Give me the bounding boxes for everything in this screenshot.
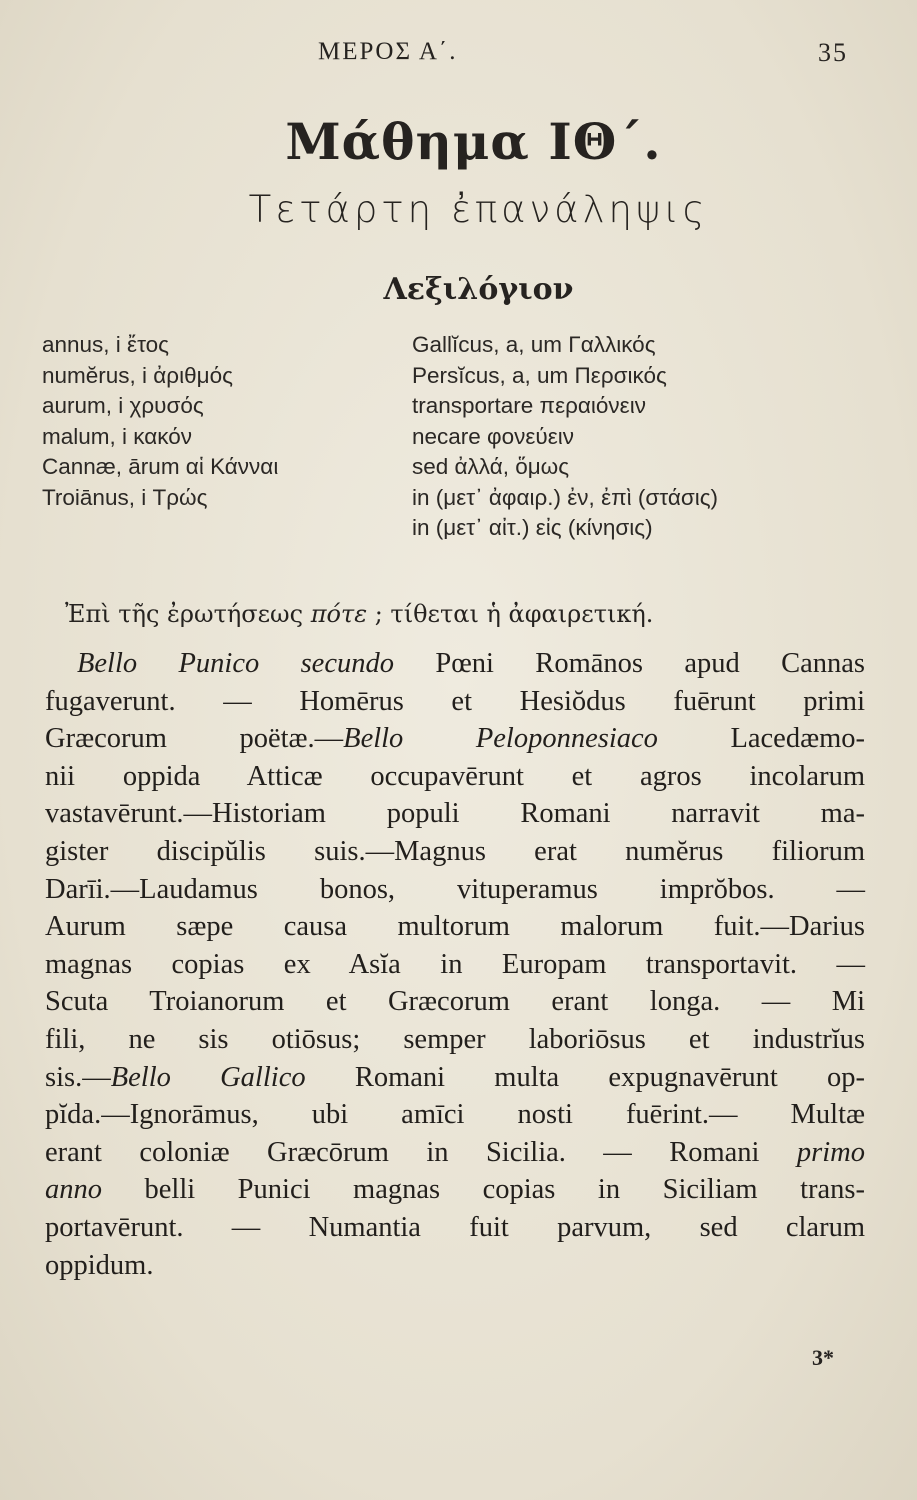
running-head xyxy=(0,38,917,78)
vocab-entry: sed ἀλλά, ὅμως xyxy=(412,454,570,479)
italic-phrase: Bello Punico secundo xyxy=(77,648,394,679)
grammar-note-text: ; τίθεται ἡ ἀφαιρετική. xyxy=(367,600,654,628)
text-segment: Pœni Romānos apud Cannas xyxy=(393,648,865,679)
vocab-entry: numĕrus, i ἀριθμός xyxy=(42,362,233,388)
text-line xyxy=(45,720,865,758)
text-line xyxy=(45,1171,865,1209)
text-line: nii oppida Atticæ occupavērunt et agros incolarum xyxy=(45,760,865,792)
grammar-note-keyword: πότε xyxy=(310,600,368,628)
text-line xyxy=(45,645,865,683)
text-line xyxy=(45,1059,865,1097)
vocabulary-right-column xyxy=(412,330,882,544)
text-segment: belli Punici magnas copias in Siciliam trans- xyxy=(102,1174,865,1206)
text-segment: sis.— xyxy=(45,1061,111,1093)
exercise-text xyxy=(45,645,865,1284)
text-line: Darīi.—Laudamus bonos, vituperamus imprŏbos. — xyxy=(45,873,865,905)
vocabulary-left-column xyxy=(42,330,382,513)
lesson-subtitle: Τετάρτη ἐπανάληψις xyxy=(248,188,709,231)
vocab-entry: transportare περαιόνειν xyxy=(412,393,646,418)
text-line: portavērunt. — Numantia fuit parvum, sed clarum xyxy=(45,1211,865,1243)
vocab-entry: necare φονεύειν xyxy=(412,423,575,449)
text-line: pĭda.—Ignorāmus, ubi amīci nosti fuērint.— Multæ xyxy=(45,1099,865,1131)
vocab-entry: Persĭcus, a, um Περσικός xyxy=(412,362,667,388)
vocabulary-heading: Λεξιλόγιον xyxy=(383,272,574,307)
vocab-entry: Troiānus, i Τρώς xyxy=(42,484,208,510)
text-line: fugaverunt. — Homērus et Hesiŏdus fuērunt primi xyxy=(45,685,865,717)
text-line: gister discipŭlis suis.—Magnus erat numĕrus filiorum xyxy=(45,835,865,867)
signature-mark: 3* xyxy=(812,1345,834,1370)
italic-phrase: anno xyxy=(45,1174,102,1206)
italic-phrase: Bello Gallico xyxy=(110,1061,306,1093)
text-line: fili, ne sis otiōsus; semper laboriōsus et industrĭus xyxy=(45,1023,865,1055)
text-line: Scuta Troianorum et Græcorum erant longa. — Mi xyxy=(45,986,865,1018)
vocab-entry: in (μετ᾽ αἰτ.) εἰς (κίνησις) xyxy=(412,515,653,540)
vocab-entry: annus, i ἔτος xyxy=(42,332,170,357)
page-number: 35 xyxy=(818,38,848,67)
text-segment: Lacedæmo- xyxy=(657,723,865,755)
text-segment: erant coloniæ Græcōrum in Sicilia. — Romani xyxy=(45,1136,797,1168)
lesson-title: Μάθημα ΙΘ΄. xyxy=(285,112,662,171)
grammar-note-text: Ἐπὶ τῆς ἐρωτήσεως xyxy=(65,600,311,628)
text-line: vastavērunt.—Historiam populi Romani narravit ma- xyxy=(45,798,865,830)
italic-phrase: Bello Peloponnesiaco xyxy=(343,723,658,755)
text-line xyxy=(45,1134,865,1172)
grammar-note xyxy=(65,600,885,628)
vocab-entry: Gallĭcus, a, um Γαλλικός xyxy=(412,332,656,357)
vocab-entry: in (μετ᾽ ἀφαιρ.) ἐν, ἐπὶ (στάσις) xyxy=(412,484,719,510)
text-line: magnas copias ex Asĭa in Europam transportavit. — xyxy=(45,948,865,980)
vocab-entry: Cannæ, ārum αἱ Κάνναι xyxy=(42,454,279,479)
vocab-entry: aurum, i χρυσός xyxy=(42,393,204,418)
text-line: Aurum sæpe causa multorum malorum fuit.—Darius xyxy=(45,911,865,943)
text-segment: Romani multa expugnavērunt op- xyxy=(305,1061,865,1093)
text-segment: Græcorum poëtæ.— xyxy=(45,723,344,755)
vocab-entry: malum, i κακόν xyxy=(42,423,192,449)
italic-phrase: primo xyxy=(796,1136,865,1168)
running-title: ΜΕΡΟΣ Α΄. xyxy=(318,38,458,65)
text-line: oppidum. xyxy=(45,1249,154,1281)
